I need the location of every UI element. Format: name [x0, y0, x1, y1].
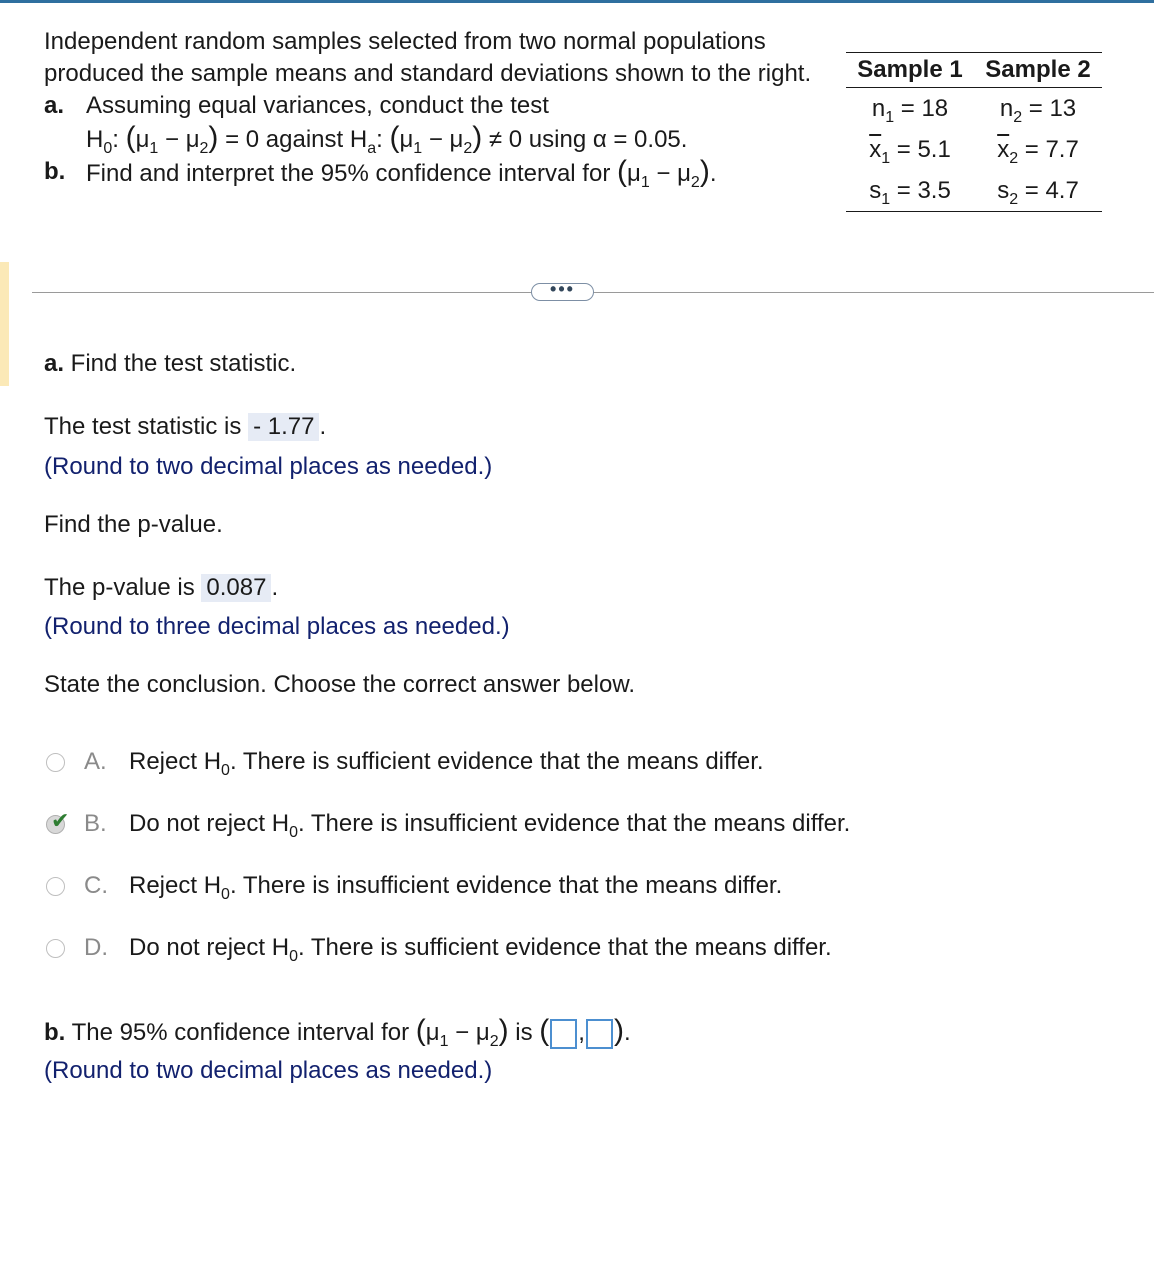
table-row [846, 88, 1102, 130]
radio-c[interactable] [46, 877, 65, 896]
round-hint: (Round to two decimal places as needed.) [44, 453, 493, 480]
test-statistic-answer[interactable]: - 1.77 [248, 413, 319, 441]
round-hint: (Round to three decimal places as needed.) [44, 613, 510, 640]
problem-intro: Independent random samples selected from two normal populations produced the sample means and standard deviations shown to the right. [44, 28, 812, 87]
problem-statement [44, 26, 814, 190]
s1-cell: $s_1 = 3.5$ [846, 170, 974, 212]
p-value-answer[interactable]: 0.087 [201, 574, 271, 602]
n2-cell: $n_2 = 13$ [999, 94, 1077, 126]
part-b-prompt: b. Find and interpret the 95% confidence interval for $(\mu_1 - \mu_2)$. [44, 155, 717, 191]
choice-b[interactable]: ✔ B. Do not reject $H_0$. There is insufficient evidence that the means differ. [46, 810, 850, 838]
ci-lower-input[interactable] [550, 1019, 577, 1049]
part-a-heading: a. Find the test statistic. [44, 350, 297, 377]
top-accent-bar [0, 0, 1154, 3]
hypotheses: $H_0$: $(\mu_1 - \mu_2) = 0$ against $H_a$: $(\mu_1 - \mu_2) \ne 0$ using α = 0.05. [86, 121, 688, 157]
choice-a[interactable]: A. Reject $H_0$. There is sufficient evidence that the means differ. [46, 748, 764, 776]
n1-cell: $n_1 = 18$ [871, 94, 949, 126]
test-statistic-line: The test statistic is - 1.77 . [44, 413, 327, 440]
xbar2-cell: $\overline{x}_2 = 7.7$ [997, 135, 1079, 167]
conclusion-prompt: State the conclusion. Choose the correct answer below. [44, 671, 635, 698]
header-sample-1: Sample 1 [846, 53, 974, 88]
radio-d[interactable] [46, 939, 65, 958]
radio-a[interactable] [46, 753, 65, 772]
choice-c[interactable]: C. Reject $H_0$. There is insufficient evidence that the means differ. [46, 872, 782, 900]
part-b-confidence-interval: b. The 95% confidence interval for $(\mu_1 - \mu_2)$ is ( , ). [44, 1014, 631, 1050]
s2-cell: $s_2 = 4.7$ [974, 170, 1102, 212]
find-p-value: Find the p-value. [44, 511, 223, 538]
table-row [846, 170, 1102, 212]
left-scroll-marker [0, 262, 9, 386]
choice-d[interactable]: D. Do not reject $H_0$. There is sufficient evidence that the means differ. [46, 934, 832, 962]
radio-b[interactable] [46, 807, 70, 834]
more-options-button[interactable]: ••• [531, 283, 594, 301]
header-sample-2: Sample 2 [974, 53, 1102, 88]
part-a-prompt: a. Assuming equal variances, conduct the test [44, 92, 549, 119]
p-value-line: The p-value is 0.087 . [44, 574, 279, 601]
round-hint: (Round to two decimal places as needed.) [44, 1057, 493, 1084]
xbar1-cell: $\overline{x}_1 = 5.1$ [869, 135, 951, 167]
sample-statistics-table [846, 52, 1102, 212]
table-row [846, 129, 1102, 170]
checkmark-icon: ✔ [51, 807, 70, 833]
ci-upper-input[interactable] [586, 1019, 613, 1049]
